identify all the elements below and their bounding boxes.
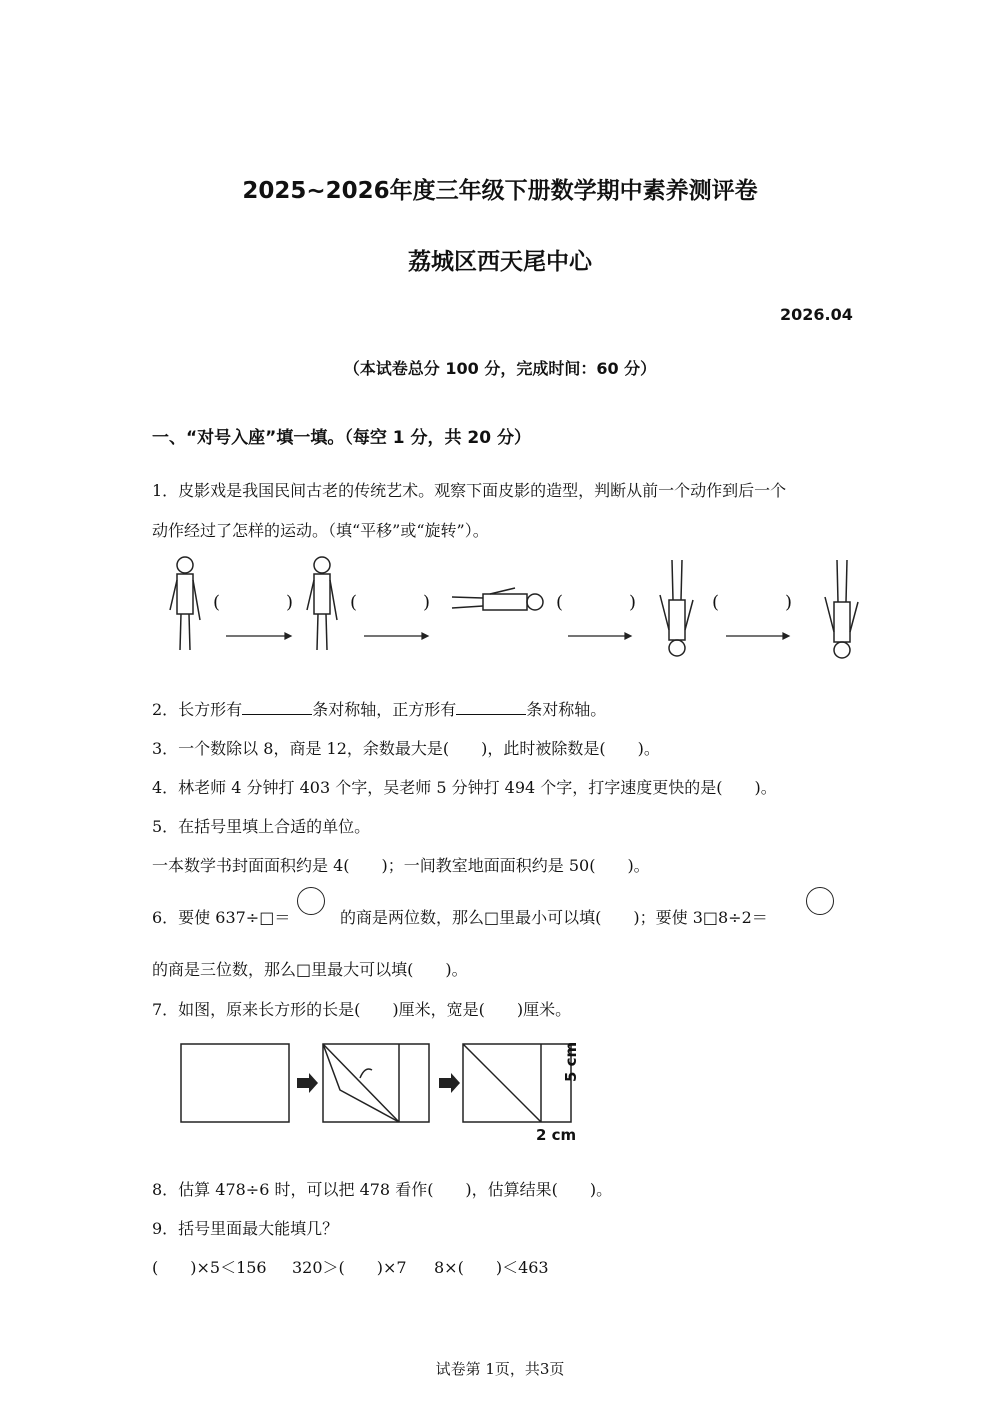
answer-blank-1[interactable] <box>242 702 312 715</box>
answer-paren-4[interactable]: ( ) <box>712 592 793 613</box>
answer-blank-2[interactable] <box>456 702 526 715</box>
puppet-standing-1 <box>170 557 200 650</box>
page-footer: 试卷第 1页，共3页 <box>435 1360 565 1378</box>
question-4: 4．林老师 4 分钟打 403 个字，吴老师 5 分钟打 494 个字，打字速度更快的是( )。 <box>152 778 777 797</box>
puppet-inverted-1 <box>660 560 693 656</box>
question-1-line-2: 动作经过了怎样的运动。（填“平移”或“旋转”）。 <box>152 521 489 540</box>
original-rectangle <box>181 1044 289 1122</box>
exam-title: 2025~2026年度三年级下册数学期中素养测评卷 <box>242 178 758 204</box>
answer-circle-2[interactable] <box>806 887 834 915</box>
question-7: 7．如图，原来长方形的长是( )厘米，宽是( )厘米。 <box>152 1000 572 1019</box>
question-6-part-2: 的商是两位数，那么□里最小可以填( )；要使 3□8÷2＝ <box>340 908 768 927</box>
puppet-lying <box>452 588 543 610</box>
puppet-standing-2 <box>307 557 337 650</box>
label-height: 5 cm <box>562 1041 580 1082</box>
question-1-line-1: 1．皮影戏是我国民间古老的传统艺术。观察下面皮影的造型，判断从前一个动作到后一个 <box>152 481 787 500</box>
section-1-heading: 一、“对号入座”填一填。（每空 1 分，共 20 分） <box>152 428 532 448</box>
answer-paren-3[interactable]: ( ) <box>556 592 637 613</box>
question-3: 3．一个数除以 8，商是 12，余数最大是( )，此时被除数是( )。 <box>152 739 660 758</box>
exam-date: 2026.04 <box>780 305 853 324</box>
exam-note: （本试卷总分 100 分，完成时间：60 分） <box>343 359 657 378</box>
label-width: 2 cm <box>536 1126 577 1144</box>
question-5-line-2: 一本数学书封面面积约是 4( )；一间教室地面面积约是 50( )。 <box>152 856 650 875</box>
answer-paren-1[interactable]: ( ) <box>213 592 294 613</box>
puppet-inverted-2 <box>825 560 858 658</box>
question-2: 2．长方形有 条对称轴，正方形有 条对称轴。 <box>152 700 607 719</box>
question-6-part-1: 6．要使 637÷□＝ <box>152 908 291 927</box>
question-8: 8．估算 478÷6 时，可以把 478 看作( )，估算结果( )。 <box>152 1180 613 1199</box>
answer-circle-1[interactable] <box>297 887 325 915</box>
question-9-item-2: 320＞( )×7 <box>292 1258 407 1277</box>
question-5-line-1: 5．在括号里填上合适的单位。 <box>152 817 371 836</box>
question-9-item-1: ( )×5＜156 <box>152 1258 267 1277</box>
school-name: 荔城区西天尾中心 <box>408 249 592 275</box>
answer-paren-2[interactable]: ( ) <box>350 592 431 613</box>
question-9: 9．括号里面最大能填几？ <box>152 1219 339 1238</box>
question-9-item-3: 8×( )＜463 <box>434 1258 549 1277</box>
question-6-line-2: 的商是三位数，那么□里最大可以填( )。 <box>152 960 468 979</box>
